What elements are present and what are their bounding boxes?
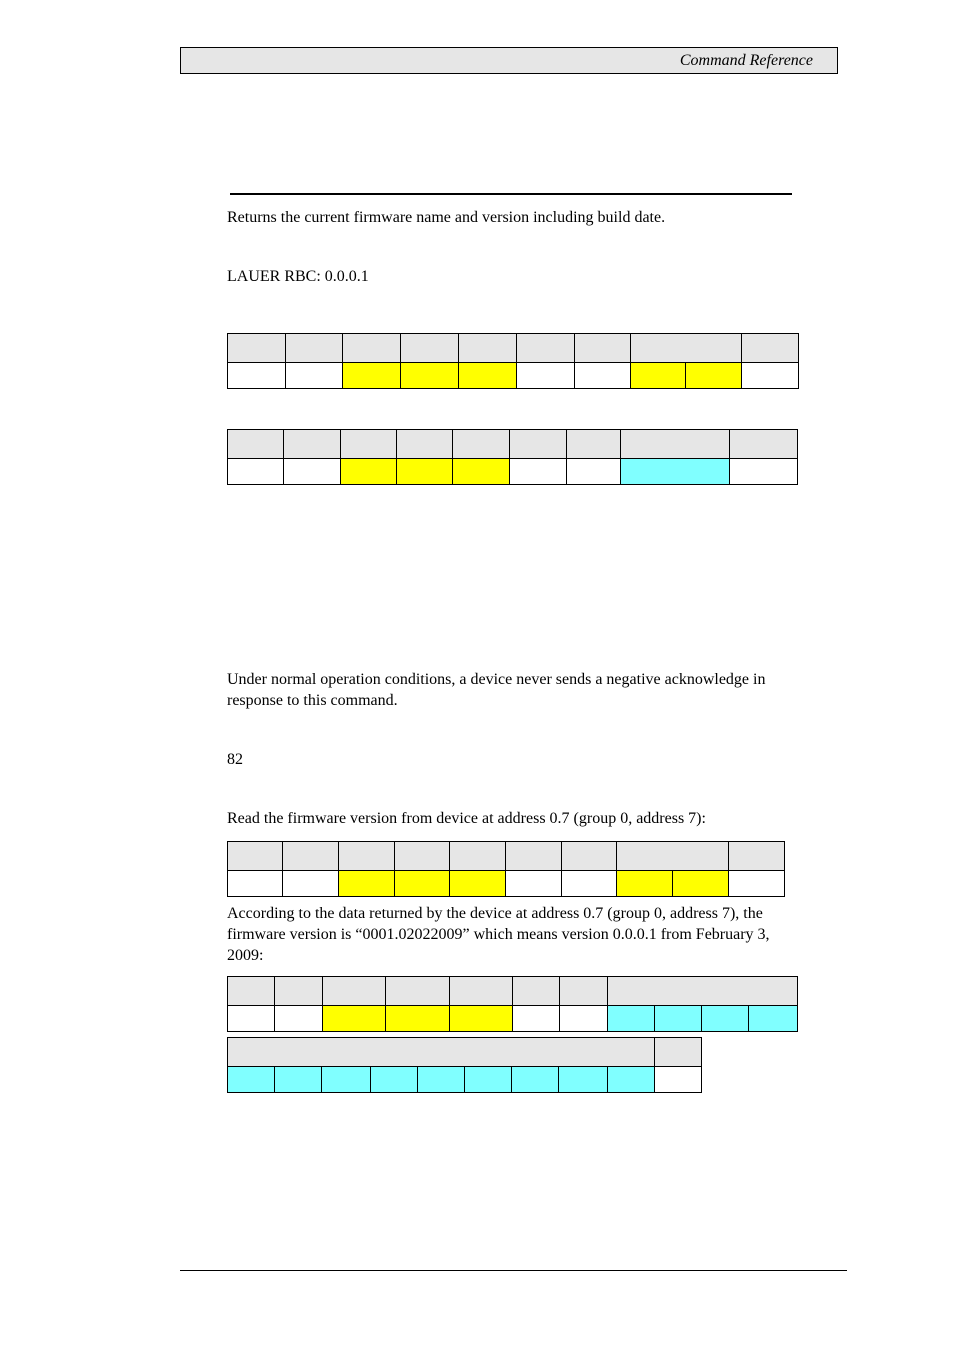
response-frame-table — [227, 429, 798, 485]
table-row — [228, 430, 798, 459]
header-title: Command Reference — [679, 52, 813, 69]
example-intro-text: Read the firmware version from device at address 0.7 (group 0, address 7): — [227, 810, 706, 827]
request-frame-table — [227, 333, 799, 389]
table-row — [228, 1006, 798, 1032]
table-row — [228, 1067, 702, 1093]
example-value-text: LAUER RBC: 0.0.0.1 — [227, 268, 369, 285]
table-row — [228, 871, 785, 897]
command-code-text: 82 — [227, 751, 243, 768]
section-rule — [230, 193, 792, 195]
table-row — [228, 842, 785, 871]
example-response-continuation-table — [227, 1037, 702, 1093]
nack-note-text: Under normal operation conditions, a device never sends a negative acknowledge in response to this command. — [227, 671, 766, 709]
table-row — [228, 363, 799, 389]
example-result-text: According to the data returned by the device at address 0.7 (group 0, address 7), the firmware version is “0001.02022009” which means version 0.0.0.1 from February 3, 2009: — [227, 905, 770, 964]
description-text: Returns the current firmware name and version including build date. — [227, 209, 666, 226]
table-row — [228, 977, 798, 1006]
example-request-table — [227, 841, 785, 897]
table-row — [228, 334, 799, 363]
table-row — [228, 1038, 702, 1067]
example-response-table — [227, 976, 798, 1032]
running-header — [180, 47, 838, 74]
table-row — [228, 459, 798, 485]
footer-rule — [180, 1270, 847, 1271]
